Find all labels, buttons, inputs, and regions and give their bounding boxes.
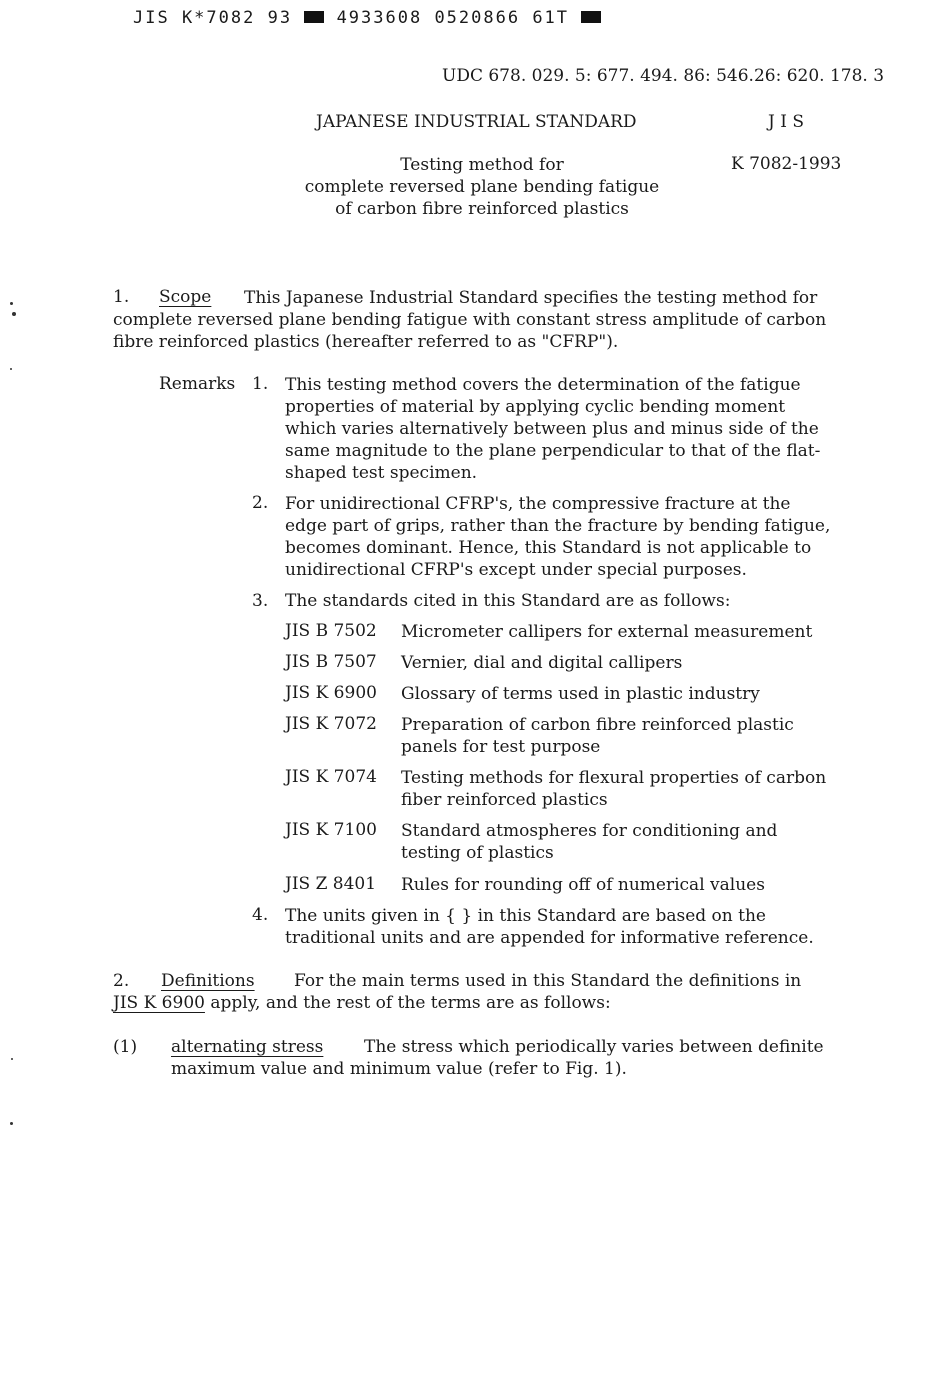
cited-standard-line: Glossary of terms used in plastic industry — [401, 684, 760, 704]
remark-line: shaped test specimen. — [285, 463, 478, 483]
code-block-mark — [581, 11, 601, 23]
cited-standard-code: JIS K 7072 — [285, 714, 377, 734]
cited-standard-line: Micrometer callipers for external measurement — [401, 622, 813, 642]
cited-standard-title — [401, 874, 765, 896]
remark-number: 4. — [252, 905, 269, 925]
section-2-number: 2. — [113, 971, 130, 991]
cited-standard-title — [401, 820, 777, 864]
remark-line: edge part of grips, rather than the fracture by bending fatigue, — [285, 516, 831, 536]
cited-standard-line: Preparation of carbon fibre reinforced plastic — [401, 715, 794, 735]
cited-standard-line: Testing methods for flexural properties of carbon — [401, 768, 827, 788]
cited-standard-line: Vernier, dial and digital callipers — [401, 653, 683, 673]
udc-classification: UDC 678. 029. 5: 677. 494. 86: 546.26: 620. 178. 3 — [442, 66, 885, 86]
jis-k6900-reference: JIS K 6900 — [113, 993, 205, 1013]
cited-standard-code: JIS B 7502 — [285, 621, 377, 641]
standard-number: K 7082-1993 — [731, 154, 842, 174]
section-1-body — [113, 287, 826, 353]
document-title — [301, 154, 663, 220]
remark-line: For unidirectional CFRP's, the compressive fracture at the — [285, 494, 791, 514]
standard-organization: JAPANESE INDUSTRIAL STANDARD — [316, 112, 637, 132]
code-block-mark — [304, 11, 324, 23]
remark-line: properties of material by applying cyclic bending moment — [285, 397, 786, 417]
remark-line: becomes dominant. Hence, this Standard is not applicable to — [285, 538, 812, 558]
code-segment-1: JIS K*7082 93 — [133, 8, 293, 28]
remark-line: which varies alternatively between plus and minus side of the — [285, 419, 819, 439]
remark-4-text — [285, 905, 814, 949]
cited-standard-code: JIS K 7074 — [285, 767, 377, 787]
jis-label: J I S — [768, 112, 804, 132]
scan-speck — [10, 368, 12, 370]
code-segment-2: 4933608 0520866 61T — [336, 8, 570, 28]
remark-number: 1. — [252, 374, 269, 394]
remark-number: 2. — [252, 493, 269, 513]
remark-2-text — [285, 493, 830, 581]
scope-line-1: This Japanese Industrial Standard specifies the testing method for — [244, 288, 818, 308]
scan-speck — [10, 1122, 13, 1125]
cited-standard-line: panels for test purpose — [401, 737, 601, 757]
section-2-line-2 — [113, 993, 611, 1013]
cited-standard-line: Rules for rounding off of numerical values — [401, 875, 765, 895]
document-code-line — [133, 8, 601, 28]
remarks-label: Remarks — [159, 374, 236, 394]
scan-speck — [10, 302, 13, 305]
cited-standard-line: fiber reinforced plastics — [401, 790, 608, 810]
remark-3-text: The standards cited in this Standard are as follows: — [285, 591, 731, 611]
remark-line: same magnitude to the plane perpendicular to that of the flat- — [285, 441, 821, 461]
definition-text-line-1: The stress which periodically varies between definite — [364, 1037, 824, 1057]
section-2-line-2-rest: apply, and the rest of the terms are as follows: — [204, 993, 611, 1013]
cited-standard-code: JIS K 6900 — [285, 683, 377, 703]
cited-standard-title — [401, 652, 682, 674]
remark-1-text — [285, 374, 820, 484]
title-line: of carbon fibre reinforced plastics — [335, 199, 629, 219]
remark-line: unidirectional CFRP's except under special purposes. — [285, 560, 747, 580]
remark-line: The units given in { } in this Standard are based on the — [285, 906, 766, 926]
remark-line: traditional units and are appended for informative reference. — [285, 928, 814, 948]
cited-standard-code: JIS K 7100 — [285, 820, 377, 840]
title-line: complete reversed plane bending fatigue — [304, 177, 660, 197]
scan-speck — [11, 1058, 13, 1060]
section-2-heading: Definitions — [161, 971, 255, 991]
remark-line: This testing method covers the determination of the fatigue — [285, 375, 801, 395]
cited-standard-code: JIS B 7507 — [285, 652, 377, 672]
definition-number: (1) — [113, 1037, 138, 1057]
scope-line-2: complete reversed plane bending fatigue with constant stress amplitude of carbon — [113, 310, 827, 330]
cited-standard-title — [401, 621, 812, 643]
cited-standard-code: JIS Z 8401 — [285, 874, 377, 894]
remark-number: 3. — [252, 591, 269, 611]
cited-standard-line: testing of plastics — [401, 843, 554, 863]
section-1-heading: Scope — [159, 287, 212, 307]
title-line: Testing method for — [400, 155, 564, 175]
scope-line-3: fibre reinforced plastics (hereafter referred to as "CFRP"). — [113, 332, 619, 352]
definition-term: alternating stress — [171, 1037, 324, 1057]
scan-speck — [12, 312, 16, 316]
cited-standard-title — [401, 683, 760, 705]
cited-standard-title — [401, 767, 826, 811]
section-2-line-1: For the main terms used in this Standard the definitions in — [294, 971, 802, 991]
section-1-number: 1. — [113, 287, 130, 307]
definition-text-line-2: maximum value and minimum value (refer to Fig. 1). — [171, 1059, 627, 1079]
cited-standard-line: Standard atmospheres for conditioning and — [401, 821, 778, 841]
cited-standard-title — [401, 714, 794, 758]
